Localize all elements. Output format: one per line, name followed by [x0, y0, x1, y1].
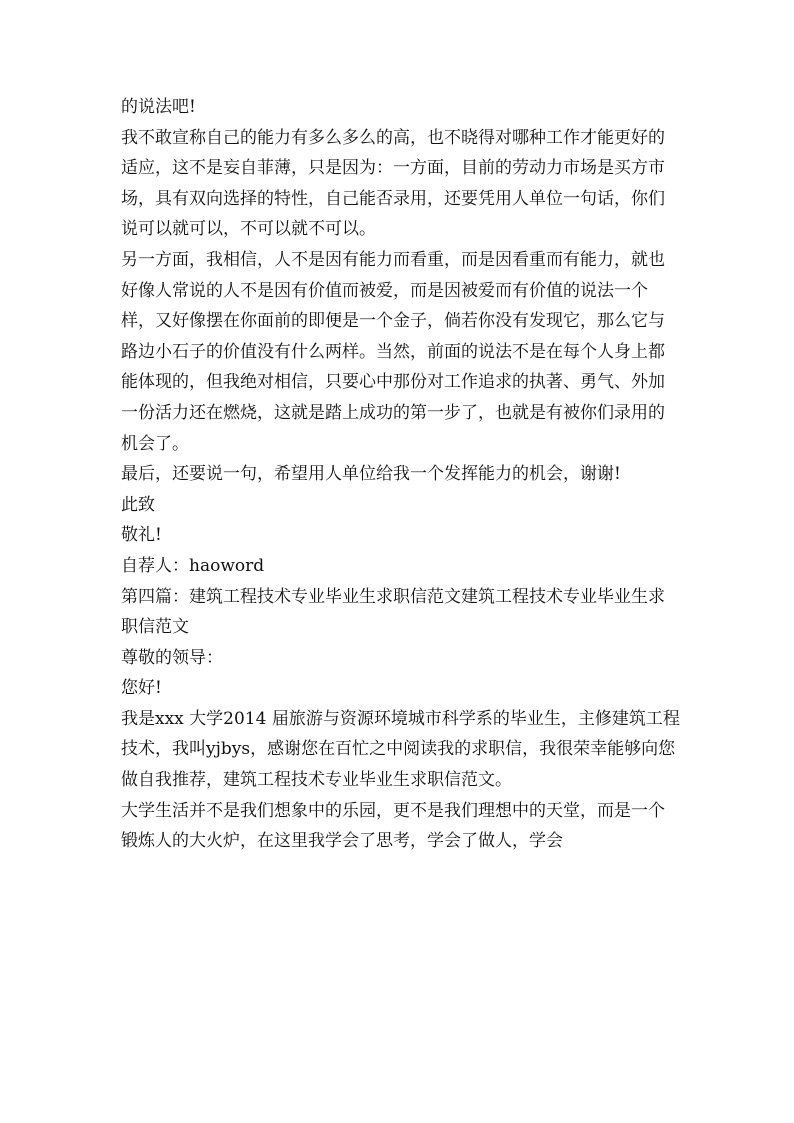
paragraph-closing-fragment: 的说法吧!: [121, 97, 196, 117]
greeting-recipient: 尊敬的领导：: [121, 647, 223, 668]
paragraph-introduction: 我是xxx 大学2014 届旅游与资源环境城市科学系的毕业生，主修建筑工程技术，我叫yjbys，感谢您在百忙之中阅读我的求职信，我很荣幸能够向您做自我推荐，建筑工程技术专业毕业生求职信范文。: [121, 708, 680, 791]
paragraph-belief: 另一方面，我相信，人不是因有能力而看重，而是因看重而有能力，就也好像人常说的人不是因有价值而被爱，而是因被爱而有价值的说法一个样，又好像摆在你面前的即便是一个金子，倘若你没有发现它，那么它与路边小石子的价值没有什么两样。当然，前面的说法不是在每个人身上都能体现的，但我绝对相信，只要心中那份对工作追求的执著、勇气、外加一份活力还在燃烧，这就是踏上成功的第一步了，也就是有被你们录用的机会了。: [121, 249, 665, 454]
document-body: [121, 92, 681, 857]
signature-line: 自荐人：haoword: [121, 555, 265, 576]
salutation-cizhi: 此致: [121, 494, 155, 515]
salutation-jingli: 敬礼!: [121, 525, 162, 546]
paragraph-final-request: 最后，还要说一句，希望用人单位给我一个发挥能力的机会，谢谢!: [121, 464, 621, 485]
section-heading: 第四篇：建筑工程技术专业毕业生求职信范文建筑工程技术专业毕业生求职信范文: [121, 586, 665, 638]
paragraph-university-life: 大学生活并不是我们想象中的乐园，更不是我们理想中的天堂，而是一个锻炼人的大火炉，在这里我学会了思考，学会了做人，学会: [121, 800, 665, 852]
greeting-hello: 您好!: [121, 678, 162, 699]
paragraph-ability: 我不敢宣称自己的能力有多么多么的高，也不晓得对哪种工作才能更好的适应，这不是妄自菲薄，只是因为：一方面，目前的劳动力市场是买方市场，具有双向选择的特性，自己能否录用，还要凭用人单位一句话，你们说可以就可以，不可以就不可以。: [121, 127, 665, 240]
